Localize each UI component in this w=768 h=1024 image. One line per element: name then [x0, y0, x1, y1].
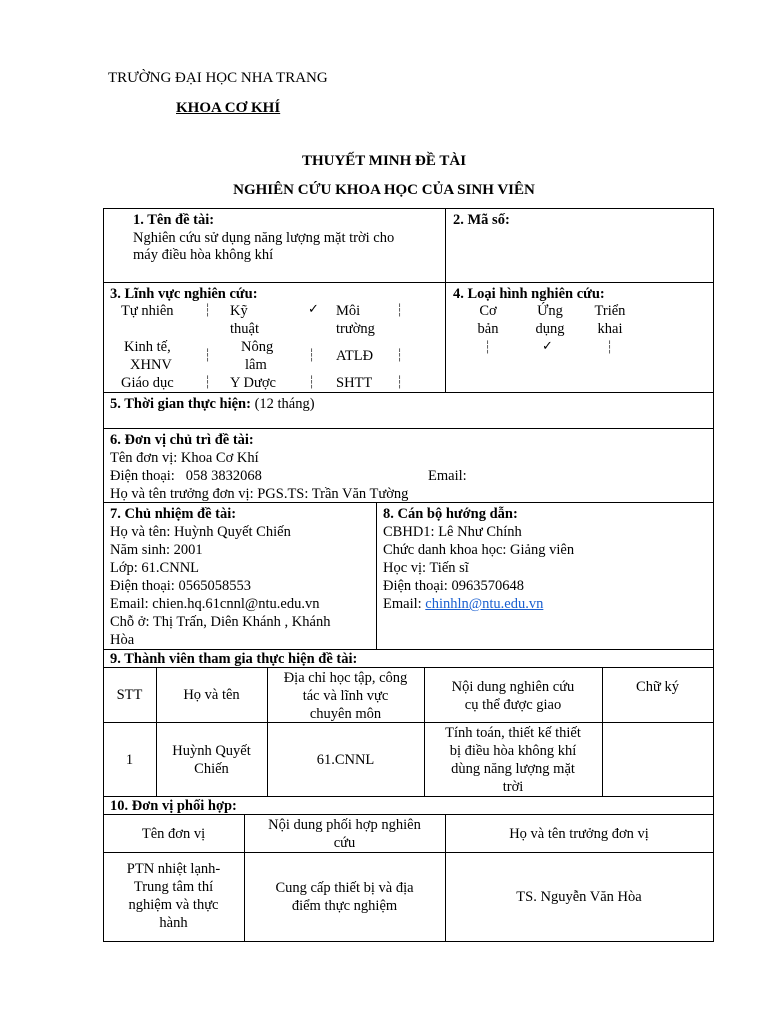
checkbox-ky-thuat-checked[interactable]: ✓	[308, 302, 319, 317]
checkbox-moi-truong[interactable]: ┆	[396, 303, 404, 317]
field-moi-truong-2: trường	[336, 321, 375, 337]
section-5	[110, 395, 315, 413]
partner-unit-header: Tên đơn vị	[141, 826, 206, 842]
member-name-1: Huỳnh Quyết	[172, 743, 251, 759]
section-8-label: 8. Cán bộ hướng dẫn:	[383, 506, 518, 522]
member-name-2: Chiến	[194, 761, 229, 777]
member-content-2: bị điều hòa không khí	[449, 743, 577, 759]
advisor-name: CBHD1: Lê Như Chính	[383, 524, 522, 540]
checkbox-co-ban[interactable]: ┆	[484, 340, 492, 354]
partner-unit-4: hành	[159, 915, 188, 931]
section-6-label: 6. Đơn vị chủ trì đề tài:	[110, 432, 254, 448]
topic-title-line1: Nghiên cứu sử dụng năng lượng mặt trời cho	[133, 230, 395, 246]
section-4-label: 4. Loại hình nghiên cứu:	[453, 286, 605, 302]
section-2-label: 2. Mã số:	[453, 212, 510, 228]
member-address: 61.CNNL	[316, 752, 375, 768]
col-address-header-3: chuyên môn	[309, 706, 382, 722]
checkbox-giao-duc[interactable]: ┆	[204, 375, 212, 389]
field-ky-thuat-2: thuật	[230, 321, 259, 337]
topic-title-line2: máy điều hòa không khí	[133, 247, 274, 263]
col-address-header-2: tác và lĩnh vực	[302, 688, 389, 704]
section-9-label: 9. Thành viên tham gia thực hiện đề tài:	[110, 651, 358, 667]
field-nong-lam-2: lâm	[245, 357, 267, 373]
partner-content-2: điểm thực nghiệm	[291, 898, 398, 914]
col-sign-header: Chữ ký	[636, 679, 679, 695]
partner-unit-1: PTN nhiệt lạnh-	[126, 861, 221, 877]
host-unit-phone: Điện thoại: 058 3832068	[110, 468, 262, 484]
member-stt: 1	[125, 752, 134, 768]
col-name-header: Họ và tên	[183, 687, 240, 703]
leader-class: Lớp: 61.CNNL	[110, 560, 200, 576]
partner-head-header: Họ và tên trưởng đơn vị	[509, 826, 649, 842]
field-shtt: SHTT	[336, 375, 373, 391]
field-tu-nhien: Tự nhiên	[121, 303, 174, 319]
advisor-email-label: Email:	[383, 596, 426, 612]
member-content-4: trời	[502, 779, 524, 795]
host-unit-name: Tên đơn vị: Khoa Cơ Khí	[110, 450, 259, 466]
checkbox-kinh-te[interactable]: ┆	[204, 348, 212, 362]
col-content-header-1: Nội dung nghiên cứu	[451, 679, 575, 695]
section-7-label: 7. Chủ nhiệm đề tài:	[110, 506, 237, 522]
col-stt-header: STT	[116, 687, 143, 703]
partner-content-1: Cung cấp thiết bị và địa	[275, 880, 414, 896]
checkbox-y-duoc[interactable]: ┆	[308, 375, 316, 389]
duration-value: (12 tháng)	[250, 396, 315, 412]
checkbox-shtt[interactable]: ┆	[396, 375, 404, 389]
field-y-duoc: Y Dược	[230, 375, 276, 391]
leader-phone: Điện thoại: 0565058553	[110, 578, 251, 594]
advisor-phone: Điện thoại: 0963570648	[383, 578, 524, 594]
field-moi-truong-1: Môi	[336, 303, 361, 319]
type-trien-khai-2: khai	[597, 321, 623, 337]
section-3-label: 3. Lĩnh vực nghiên cứu:	[110, 286, 258, 302]
partner-head-name: TS. Nguyễn Văn Hòa	[516, 889, 642, 905]
type-co-ban-2: bản	[477, 321, 499, 337]
col-content-header-2: cụ thể được giao	[464, 697, 562, 713]
university-name: TRƯỜNG ĐẠI HỌC NHA TRANG	[108, 70, 328, 86]
document-title: THUYẾT MINH ĐỀ TÀI	[301, 153, 467, 169]
partner-unit-2: Trung tâm thí	[133, 879, 214, 895]
advisor-email-link[interactable]: chinhln@ntu.edu.vn	[425, 596, 544, 612]
checkbox-trien-khai[interactable]: ┆	[606, 340, 614, 354]
host-unit-head: Họ và tên trưởng đơn vị: PGS.TS: Trần Văn Tường	[110, 486, 409, 502]
leader-address-line1: Chỗ ở: Thị Trấn, Diên Khánh , Khánh	[110, 614, 331, 630]
col-address-header-1: Địa chỉ học tập, công	[283, 670, 408, 686]
advisor-email-row	[383, 595, 543, 613]
field-giao-duc: Giáo dục	[121, 375, 174, 391]
field-ky-thuat-1: Kỹ	[230, 303, 248, 319]
section-1-label: 1. Tên đề tài:	[133, 212, 215, 228]
partner-content-header-1: Nội dung phối hợp nghiên	[268, 817, 421, 833]
checkbox-atld[interactable]: ┆	[396, 348, 404, 362]
leader-name: Họ và tên: Huỳnh Quyết Chiến	[110, 524, 291, 540]
checkbox-nong-lam[interactable]: ┆	[308, 348, 316, 362]
section-10-label: 10. Đơn vị phối hợp:	[110, 798, 237, 814]
partner-content-header-2: cứu	[333, 835, 356, 851]
host-unit-email-label: Email:	[428, 468, 467, 484]
document-subtitle: NGHIÊN CỨU KHOA HỌC CỦA SINH VIÊN	[233, 182, 535, 198]
section-5-label: 5. Thời gian thực hiện:	[110, 396, 251, 412]
faculty-name: KHOA CƠ KHÍ	[176, 100, 281, 116]
type-ung-dung-2: dụng	[535, 321, 565, 337]
member-content-3: dùng năng lượng mặt	[451, 761, 575, 777]
checkbox-tu-nhien[interactable]: ┆	[204, 303, 212, 317]
field-nong-lam-1: Nông	[241, 339, 274, 355]
type-trien-khai-1: Triển	[594, 303, 626, 319]
checkbox-ung-dung-checked[interactable]: ✓	[542, 339, 553, 354]
type-ung-dung-1: Ứng	[537, 303, 563, 319]
field-kinh-te-2: XHNV	[130, 357, 172, 373]
advisor-degree: Học vị: Tiến sĩ	[383, 560, 469, 576]
field-atld: ATLĐ	[336, 348, 374, 364]
member-content-1: Tính toán, thiết kế thiết	[445, 725, 581, 741]
leader-birth-year: Năm sinh: 2001	[110, 542, 203, 558]
field-kinh-te-1: Kinh tế,	[124, 339, 171, 355]
advisor-title: Chức danh khoa học: Giảng viên	[383, 542, 575, 558]
leader-address-line2: Hòa	[110, 632, 135, 648]
type-co-ban-1: Cơ	[479, 303, 497, 319]
partner-unit-3: nghiệm và thực	[128, 897, 219, 913]
leader-email: Email: chien.hq.61cnnl@ntu.edu.vn	[110, 596, 320, 612]
